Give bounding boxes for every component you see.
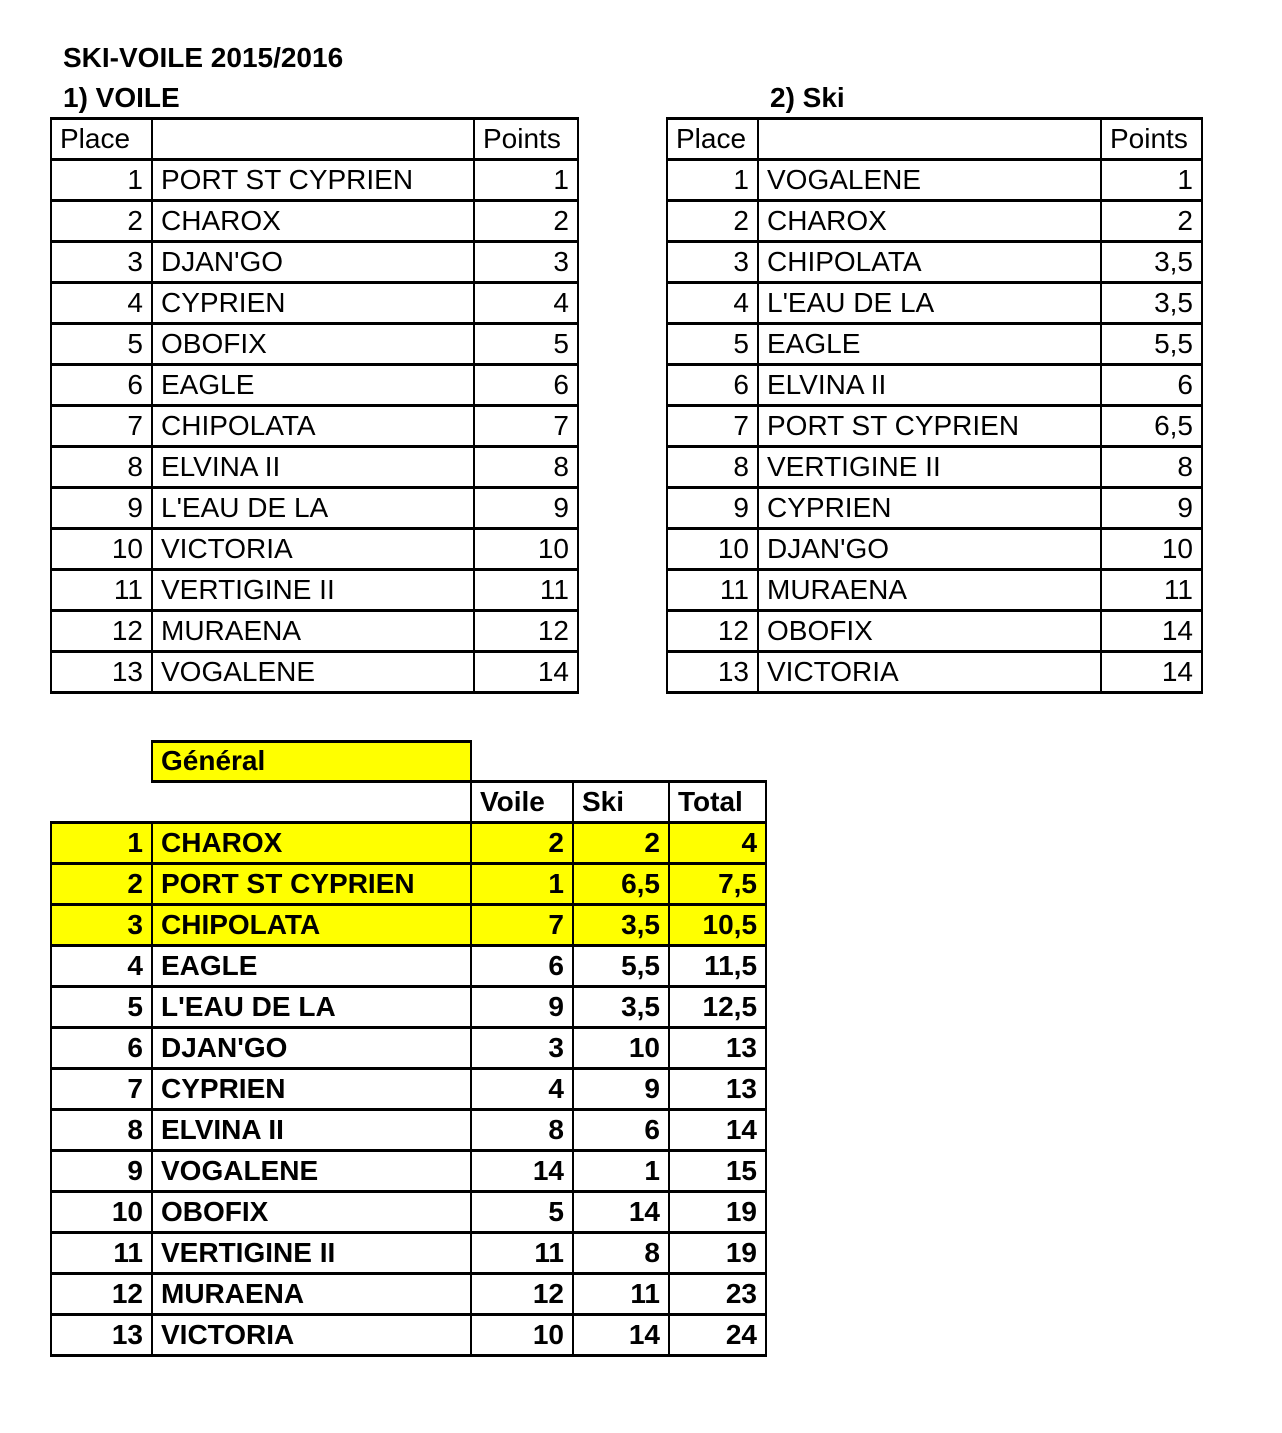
voile-cell: 3 xyxy=(471,1027,573,1068)
table-row xyxy=(51,1150,766,1191)
place-cell: 7 xyxy=(51,1068,152,1109)
ski-cell: 3,5 xyxy=(573,904,669,945)
ski-cell: 3,5 xyxy=(573,986,669,1027)
place-cell: 4 xyxy=(667,283,758,324)
name-cell: PORT ST CYPRIEN xyxy=(758,406,1101,447)
ski-cell: 2 xyxy=(573,822,669,863)
table-row xyxy=(51,863,766,904)
name-cell: VICTORIA xyxy=(152,1314,471,1355)
points-cell: 5 xyxy=(474,324,578,365)
empty-cell xyxy=(51,781,152,822)
table-row xyxy=(51,447,578,488)
ski-cell: 14 xyxy=(573,1314,669,1355)
name-cell: CHAROX xyxy=(152,822,471,863)
table-row xyxy=(51,945,766,986)
table-row xyxy=(51,1191,766,1232)
general-ski-header: Ski xyxy=(573,781,669,822)
name-cell: OBOFIX xyxy=(152,1191,471,1232)
name-cell: MURAENA xyxy=(758,570,1101,611)
points-cell: 2 xyxy=(474,201,578,242)
table-row xyxy=(667,242,1202,283)
name-cell: CHIPOLATA xyxy=(758,242,1101,283)
table-row xyxy=(667,529,1202,570)
table-row xyxy=(667,570,1202,611)
ski-points-header: Points xyxy=(1101,119,1202,160)
place-cell: 11 xyxy=(667,570,758,611)
voile-cell: 11 xyxy=(471,1232,573,1273)
voile-header-row xyxy=(51,119,578,160)
place-cell: 2 xyxy=(51,201,152,242)
total-cell: 14 xyxy=(669,1109,766,1150)
place-cell: 9 xyxy=(51,488,152,529)
points-cell: 12 xyxy=(474,611,578,652)
name-cell: CYPRIEN xyxy=(758,488,1101,529)
ski-place-header: Place xyxy=(667,119,758,160)
points-cell: 2 xyxy=(1101,201,1202,242)
table-row xyxy=(51,1068,766,1109)
ski-name-header xyxy=(758,119,1101,160)
table-row xyxy=(51,570,578,611)
name-cell: CHIPOLATA xyxy=(152,904,471,945)
name-cell: ELVINA II xyxy=(152,447,474,488)
table-row xyxy=(51,1273,766,1314)
table-row xyxy=(667,365,1202,406)
points-cell: 10 xyxy=(1101,529,1202,570)
table-row xyxy=(667,201,1202,242)
name-cell: VICTORIA xyxy=(152,529,474,570)
general-voile-header: Voile xyxy=(471,781,573,822)
table-row xyxy=(51,1232,766,1273)
points-cell: 1 xyxy=(1101,160,1202,201)
name-cell: VOGALENE xyxy=(152,652,474,693)
name-cell: L'EAU DE LA xyxy=(758,283,1101,324)
name-cell: ELVINA II xyxy=(152,1109,471,1150)
table-row xyxy=(667,283,1202,324)
voile-cell: 2 xyxy=(471,822,573,863)
table-row xyxy=(51,986,766,1027)
points-cell: 8 xyxy=(474,447,578,488)
place-cell: 6 xyxy=(51,365,152,406)
total-cell: 23 xyxy=(669,1273,766,1314)
points-cell: 3,5 xyxy=(1101,283,1202,324)
name-cell: OBOFIX xyxy=(758,611,1101,652)
total-cell: 15 xyxy=(669,1150,766,1191)
place-cell: 4 xyxy=(51,945,152,986)
name-cell: EAGLE xyxy=(152,365,474,406)
voile-cell: 5 xyxy=(471,1191,573,1232)
table-row xyxy=(51,1109,766,1150)
name-cell: MURAENA xyxy=(152,1273,471,1314)
total-cell: 24 xyxy=(669,1314,766,1355)
table-row xyxy=(51,822,766,863)
table-row xyxy=(51,160,578,201)
place-cell: 9 xyxy=(667,488,758,529)
place-cell: 5 xyxy=(667,324,758,365)
name-cell: CHIPOLATA xyxy=(152,406,474,447)
table-row xyxy=(51,611,578,652)
voile-cell: 14 xyxy=(471,1150,573,1191)
voile-cell: 7 xyxy=(471,904,573,945)
table-row xyxy=(51,1027,766,1068)
points-cell: 3,5 xyxy=(1101,242,1202,283)
points-cell: 10 xyxy=(474,529,578,570)
general-label-row xyxy=(51,742,766,782)
name-cell: VERTIGINE II xyxy=(152,570,474,611)
place-cell: 7 xyxy=(667,406,758,447)
empty-cell xyxy=(51,742,152,782)
points-cell: 7 xyxy=(474,406,578,447)
name-cell: CHAROX xyxy=(152,201,474,242)
place-cell: 3 xyxy=(51,904,152,945)
name-cell: CYPRIEN xyxy=(152,283,474,324)
points-cell: 14 xyxy=(1101,652,1202,693)
ski-header-row xyxy=(667,119,1202,160)
table-row xyxy=(667,652,1202,693)
table-row xyxy=(667,488,1202,529)
name-cell: VOGALENE xyxy=(758,160,1101,201)
place-cell: 7 xyxy=(51,406,152,447)
place-cell: 1 xyxy=(51,160,152,201)
place-cell: 10 xyxy=(51,529,152,570)
table-row xyxy=(51,406,578,447)
name-cell: PORT ST CYPRIEN xyxy=(152,863,471,904)
empty-cell xyxy=(471,742,766,782)
voile-section-heading: 1) VOILE xyxy=(63,82,180,113)
points-cell: 14 xyxy=(474,652,578,693)
ski-cell: 9 xyxy=(573,1068,669,1109)
points-cell: 6 xyxy=(474,365,578,406)
general-total-header: Total xyxy=(669,781,766,822)
total-cell: 13 xyxy=(669,1027,766,1068)
table-row xyxy=(51,365,578,406)
place-cell: 1 xyxy=(51,822,152,863)
general-label: Général xyxy=(152,742,471,782)
name-cell: L'EAU DE LA xyxy=(152,488,474,529)
name-cell: DJAN'GO xyxy=(758,529,1101,570)
ski-cell: 14 xyxy=(573,1191,669,1232)
voile-ranking-table xyxy=(50,117,579,694)
place-cell: 12 xyxy=(51,1273,152,1314)
points-cell: 9 xyxy=(1101,488,1202,529)
name-cell: EAGLE xyxy=(152,945,471,986)
place-cell: 3 xyxy=(51,242,152,283)
ski-ranking-table xyxy=(666,117,1203,694)
points-cell: 1 xyxy=(474,160,578,201)
voile-cell: 4 xyxy=(471,1068,573,1109)
table-row xyxy=(667,447,1202,488)
place-cell: 1 xyxy=(667,160,758,201)
table-row xyxy=(667,611,1202,652)
table-row xyxy=(51,488,578,529)
place-cell: 6 xyxy=(51,1027,152,1068)
voile-points-header: Points xyxy=(474,119,578,160)
name-cell: L'EAU DE LA xyxy=(152,986,471,1027)
table-row xyxy=(51,242,578,283)
points-cell: 5,5 xyxy=(1101,324,1202,365)
place-cell: 8 xyxy=(51,447,152,488)
table-row xyxy=(667,324,1202,365)
points-cell: 6 xyxy=(1101,365,1202,406)
place-cell: 13 xyxy=(667,652,758,693)
place-cell: 8 xyxy=(51,1109,152,1150)
total-cell: 13 xyxy=(669,1068,766,1109)
place-cell: 11 xyxy=(51,1232,152,1273)
name-cell: ELVINA II xyxy=(758,365,1101,406)
points-cell: 8 xyxy=(1101,447,1202,488)
points-cell: 3 xyxy=(474,242,578,283)
name-cell: EAGLE xyxy=(758,324,1101,365)
ski-section-heading: 2) Ski xyxy=(770,82,845,113)
total-cell: 11,5 xyxy=(669,945,766,986)
place-cell: 5 xyxy=(51,986,152,1027)
place-cell: 5 xyxy=(51,324,152,365)
voile-cell: 6 xyxy=(471,945,573,986)
points-cell: 9 xyxy=(474,488,578,529)
place-cell: 13 xyxy=(51,1314,152,1355)
name-cell: PORT ST CYPRIEN xyxy=(152,160,474,201)
points-cell: 14 xyxy=(1101,611,1202,652)
points-cell: 11 xyxy=(474,570,578,611)
table-row xyxy=(667,406,1202,447)
name-cell: VICTORIA xyxy=(758,652,1101,693)
table-row xyxy=(667,160,1202,201)
place-cell: 9 xyxy=(51,1150,152,1191)
name-cell: CHAROX xyxy=(758,201,1101,242)
place-cell: 10 xyxy=(51,1191,152,1232)
table-row xyxy=(51,324,578,365)
voile-cell: 12 xyxy=(471,1273,573,1314)
voile-cell: 1 xyxy=(471,863,573,904)
ski-cell: 6 xyxy=(573,1109,669,1150)
name-cell: VERTIGINE II xyxy=(152,1232,471,1273)
place-cell: 8 xyxy=(667,447,758,488)
general-header-row xyxy=(51,781,766,822)
table-row xyxy=(51,283,578,324)
ski-cell: 8 xyxy=(573,1232,669,1273)
table-row xyxy=(51,201,578,242)
ski-cell: 5,5 xyxy=(573,945,669,986)
points-cell: 11 xyxy=(1101,570,1202,611)
table-row xyxy=(51,529,578,570)
voile-cell: 8 xyxy=(471,1109,573,1150)
table-row xyxy=(51,1314,766,1355)
page-title: SKI-VOILE 2015/2016 xyxy=(63,42,344,73)
place-cell: 2 xyxy=(51,863,152,904)
empty-cell xyxy=(152,781,471,822)
total-cell: 12,5 xyxy=(669,986,766,1027)
voile-cell: 9 xyxy=(471,986,573,1027)
name-cell: VERTIGINE II xyxy=(758,447,1101,488)
place-cell: 12 xyxy=(51,611,152,652)
name-cell: CYPRIEN xyxy=(152,1068,471,1109)
ski-cell: 6,5 xyxy=(573,863,669,904)
ski-cell: 1 xyxy=(573,1150,669,1191)
total-cell: 7,5 xyxy=(669,863,766,904)
voile-place-header: Place xyxy=(51,119,152,160)
place-cell: 6 xyxy=(667,365,758,406)
total-cell: 10,5 xyxy=(669,904,766,945)
name-cell: VOGALENE xyxy=(152,1150,471,1191)
place-cell: 10 xyxy=(667,529,758,570)
name-cell: DJAN'GO xyxy=(152,1027,471,1068)
points-cell: 4 xyxy=(474,283,578,324)
ski-cell: 10 xyxy=(573,1027,669,1068)
place-cell: 11 xyxy=(51,570,152,611)
ski-cell: 11 xyxy=(573,1273,669,1314)
place-cell: 4 xyxy=(51,283,152,324)
general-ranking-table xyxy=(50,740,767,1357)
table-row xyxy=(51,652,578,693)
table-row xyxy=(51,904,766,945)
name-cell: DJAN'GO xyxy=(152,242,474,283)
name-cell: MURAENA xyxy=(152,611,474,652)
total-cell: 4 xyxy=(669,822,766,863)
total-cell: 19 xyxy=(669,1232,766,1273)
place-cell: 3 xyxy=(667,242,758,283)
name-cell: OBOFIX xyxy=(152,324,474,365)
voile-cell: 10 xyxy=(471,1314,573,1355)
place-cell: 12 xyxy=(667,611,758,652)
place-cell: 2 xyxy=(667,201,758,242)
place-cell: 13 xyxy=(51,652,152,693)
points-cell: 6,5 xyxy=(1101,406,1202,447)
total-cell: 19 xyxy=(669,1191,766,1232)
voile-name-header xyxy=(152,119,474,160)
